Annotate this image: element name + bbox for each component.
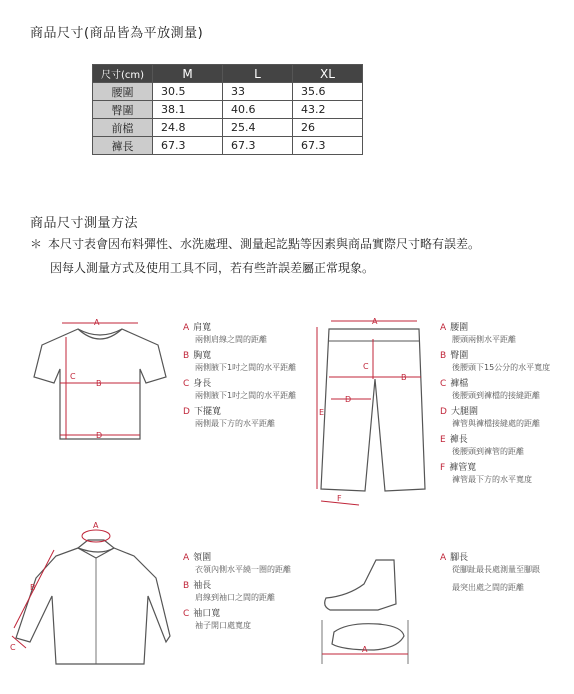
pants-label-f: F (337, 494, 342, 503)
shirt-label-c: C (10, 643, 16, 652)
shirt-label-a: A (93, 521, 99, 530)
legend-item: F 褲管寬 褲管最下方的水平寬度 (440, 463, 532, 484)
legend-item: A 腳長 從腳趾最長處測量至腳跟 最突出處之間的距離 (440, 553, 540, 592)
row-label: 臀圍 (93, 101, 153, 119)
row-label: 褲長 (93, 137, 153, 155)
table-row (93, 137, 363, 155)
column-header: L (223, 65, 293, 83)
table-cell: 38.1 (153, 101, 223, 119)
pants-label-c: C (363, 362, 369, 371)
legend-item: C 褲檔 後腰頭到褲檔的接縫距離 (440, 379, 540, 400)
tshirt-diagram (30, 315, 170, 445)
table-cell: 24.8 (153, 119, 223, 137)
tshirt-label-d: D (96, 431, 103, 440)
size-title: 商品尺寸(商品皆為平放測量) (30, 26, 204, 41)
legend-item: D 大腿圍 褲管與褲檔接縫處的距離 (440, 407, 540, 428)
tshirt-collar (78, 329, 122, 339)
row-label: 腰圍 (93, 83, 153, 101)
pants-label-d: D (345, 395, 352, 404)
legend-item: A 領圍 衣領內側水平繞一圈的距離 (183, 553, 291, 574)
legend-item: E 褲長 後腰頭到褲管的距離 (440, 435, 524, 456)
table-cell: 35.6 (293, 83, 363, 101)
shirt-label-b: B (30, 583, 36, 592)
tshirt-label-a: A (94, 318, 100, 327)
legend-item: C 身長 兩側腋下1吋之間的水平距離 (183, 379, 297, 400)
foot-top-outline (332, 624, 404, 650)
table-corner: 尺寸(cm) (93, 65, 153, 83)
foot-diagram (318, 556, 418, 666)
method-title: 商品尺寸測量方法 (30, 216, 139, 231)
legend-item: B 胸寬 兩側腋下1吋之間的水平距離 (183, 351, 297, 372)
legend-tshirt (183, 322, 313, 434)
legend-item: A 腰圍 腰頭兩側水平距離 (440, 323, 516, 344)
legend-foot (440, 552, 572, 598)
legend-shirt (183, 552, 313, 636)
legend-item: B 袖長 肩線到袖口之間的距離 (183, 581, 275, 602)
table-cell: 25.4 (223, 119, 293, 137)
legend-pants (440, 322, 572, 490)
size-table (92, 64, 363, 155)
table-header-row (93, 65, 363, 83)
column-header: XL (293, 65, 363, 83)
shirt-outline (16, 548, 170, 664)
table-cell: 67.3 (223, 137, 293, 155)
table-row (93, 119, 363, 137)
foot-side-outline (325, 560, 396, 610)
legend-item: B 臀圍 後腰頭下15公分的水平寬度 (440, 351, 551, 372)
table-row (93, 101, 363, 119)
table-cell: 40.6 (223, 101, 293, 119)
row-label: 前檔 (93, 119, 153, 137)
tshirt-label-c: C (70, 372, 76, 381)
star-icon: ＊ (30, 237, 43, 251)
table-cell: 33 (223, 83, 293, 101)
legend-item: C 袖口寬 袖子開口處寬度 (183, 609, 251, 630)
legend-item: D 下擺寬 兩側最下方的水平距離 (183, 407, 275, 428)
foot-label-a: A (362, 645, 368, 654)
pants-label-b: B (401, 373, 407, 382)
pants-label-e: E (319, 408, 325, 417)
shirt-diagram (8, 518, 173, 668)
tshirt-label-b: B (96, 379, 102, 388)
pants-label-a: A (372, 317, 378, 326)
note-line-2: 因每人測量方式及使用工具不同，若有些許誤差屬正常現象。 (50, 261, 375, 275)
column-header: M (153, 65, 223, 83)
table-cell: 67.3 (153, 137, 223, 155)
table-cell: 30.5 (153, 83, 223, 101)
table-cell: 43.2 (293, 101, 363, 119)
table-row (93, 83, 363, 101)
note-line-1 (30, 232, 570, 256)
shirt-collar (78, 540, 114, 558)
pants-diagram (315, 315, 435, 510)
table-cell: 67.3 (293, 137, 363, 155)
legend-item: A 肩寬 兩側肩線之間的距離 (183, 323, 267, 344)
notes (30, 232, 570, 280)
table-cell: 26 (293, 119, 363, 137)
note-text-1: 本尺寸表會因布料彈性、水洗處理、測量起訖點等因素與商品實際尺寸略有誤差。 (48, 237, 481, 251)
